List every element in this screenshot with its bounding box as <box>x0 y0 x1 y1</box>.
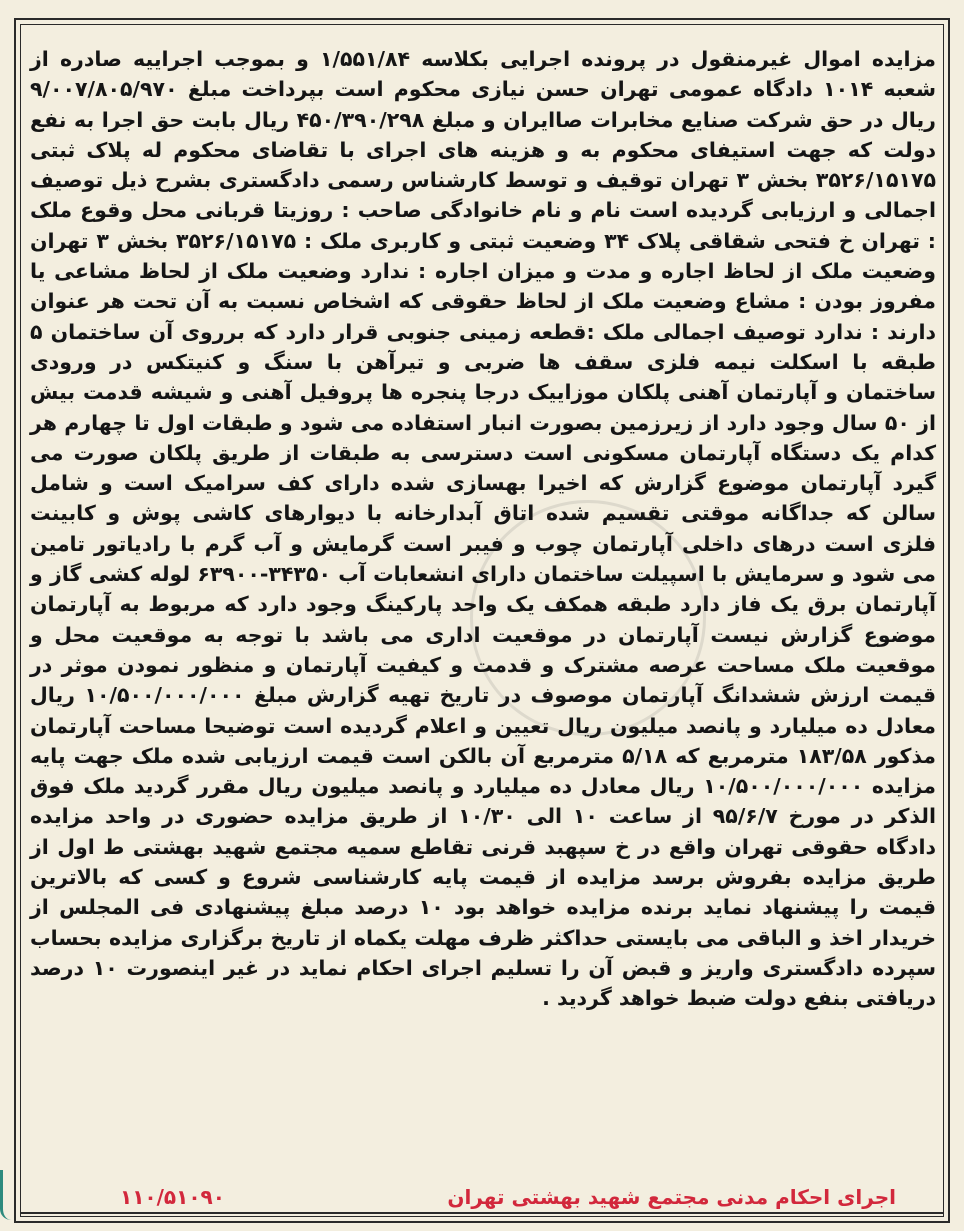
auction-notice-body: مزایده اموال غیرمنقول در پرونده اجرایی بکلاسه ۱/۵۵۱/۸۴ و بموجب اجراییه صادره از شعبه ۱۰۱۴ دادگاه عمومی تهران حسن نیازی محکوم است بپرداخت مبلغ ۹/۰۰۷/۸۰۵/۹۷۰ ریال در حق شرکت صنایع مخابرات صاایران و مبلغ ۴۵۰/۳۹۰/۲۹۸ ریال بابت حق اجرا به نفع دولت که جهت استیفای محکوم به و هزینه های اجرای با تقاضای محکوم له پلاک ثبتی ۳۵۲۶/۱۵۱۷۵ بخش ۳ تهران توقیف و توسط کارشناس رسمی دادگستری بشرح ذیل توصیف اجمالی و ارزیابی گردیده است نام و نام خانوادگی صاحب : روزیتا قربانی محل وقوع ملک : تهران خ فتحی شقاقی پلاک ۳۴ وضعیت ثبتی و کاربری ملک : ۳۵۲۶/۱۵۱۷۵ بخش ۳ تهران وضعیت ملک از لحاظ اجاره و مدت و میزان اجاره : ندارد وضعیت ملک از لحاظ مشاعی یا مفروز بودن : مشاع وضعیت ملک از لحاظ حقوقی که اشخاص نسبت به آن تحت هر عنوان دارند : ندارد توصیف اجمالی ملک :قطعه زمینی جنوبی قرار دارد که برروی آن ساختمان ۵ طبقه با اسکلت نیمه فلزی سقف ها ضربی و تیرآهن با سنگ و کنیتکس در ورودی ساختمان و آپارتمان آهنی پلکان موزاییک درجا پنجره ها پروفیل آهنی و شیشه قدمت بیش از ۵۰ سال وجود دارد از زیرزمین بصورت انبار استفاده می شود و طبقات اول تا چهارم هر کدام یک دستگاه آپارتمان مسکونی است دسترسی به طبقات از طریق پلکان صورت می گیرد آپارتمان موضوع گزارش که اخیرا بهسازی شده دارای کف سرامیک است و شامل سالن که جداگانه موقتی تقسیم شده اتاق آبدارخانه با دیوارهای کاشی پوش و کابینت فلزی است درهای داخلی آپارتمان چوب و فیبر است گرمایش و آب گرم با رادیاتور تامین می شود و سرمایش با اسپیلت ساختمان دارای انشعابات آب ۳۴۳۵۰-۶۳۹۰۰ لوله کشی گاز و آپارتمان برق یک فاز دارد طبقه همکف یک واحد پارکینگ وجود دارد که مربوط به آپارتمان موضوع گزارش نیست آپارتمان در موقعیت اداری می باشد با توجه به موقعیت محل و موقعیت ملک مساحت عرصه مشترک و قدمت و کیفیت آپارتمان و منظور نمودن موثر در قیمت ارزش ششدانگ آپارتمان موصوف در تاریخ تهیه گزارش مبلغ ۱۰/۵۰۰/۰۰۰/۰۰۰ ریال معادل ده میلیارد و پانصد میلیون ریال تعیین و اعلام گردیده است توضیحا مساحت آپارتمان مذکور ۱۸۳/۵۸ مترمربع که ۵/۱۸ مترمربع آن بالکن است قیمت ارزیابی شده ملک جهت پایه مزایده ۱۰/۵۰۰/۰۰۰/۰۰۰ ریال معادل ده میلیارد و پانصد میلیون ریال مقرر گردید ملک فوق الذکر در مورخ ۹۵/۶/۷ از ساعت ۱۰ الی ۱۰/۳۰ از طریق مزایده حضوری در واحد مزایده دادگاه حقوقی تهران واقع در خ سپهبد قرنی تقاطع سمیه مجتمع شهید بهشتی ط اول از طریق مزایده بفروش برسد مزایده از قیمت پایه کارشناسی شروع و کسی که بالاترین قیمت را پیشنهاد نماید برنده مزایده خواهد بود ۱۰ درصد مبلغ پیشنهادی فی المجلس از خریدار اخذ و الباقی می بایستی حداکثر ظرف مهلت یکماه از تاریخ برگزاری مزایده بحساب سپرده دادگستری واریز و قبض آن را تسلیم اجرای احکام نماید در غیر اینصورت ۱۰ درصد دریافتی بنفع دولت ضبط خواهد گردید . <box>30 47 937 1011</box>
notice-footer <box>30 1180 936 1214</box>
edge-ink-mark <box>0 1170 11 1220</box>
bottom-divider <box>20 1212 944 1214</box>
issuing-office: اجرای احکام مدنی مجتمع شهید بهشتی تهران <box>447 1185 896 1209</box>
notice-code: ۱۱۰/۵۱۰۹۰ <box>120 1185 225 1209</box>
